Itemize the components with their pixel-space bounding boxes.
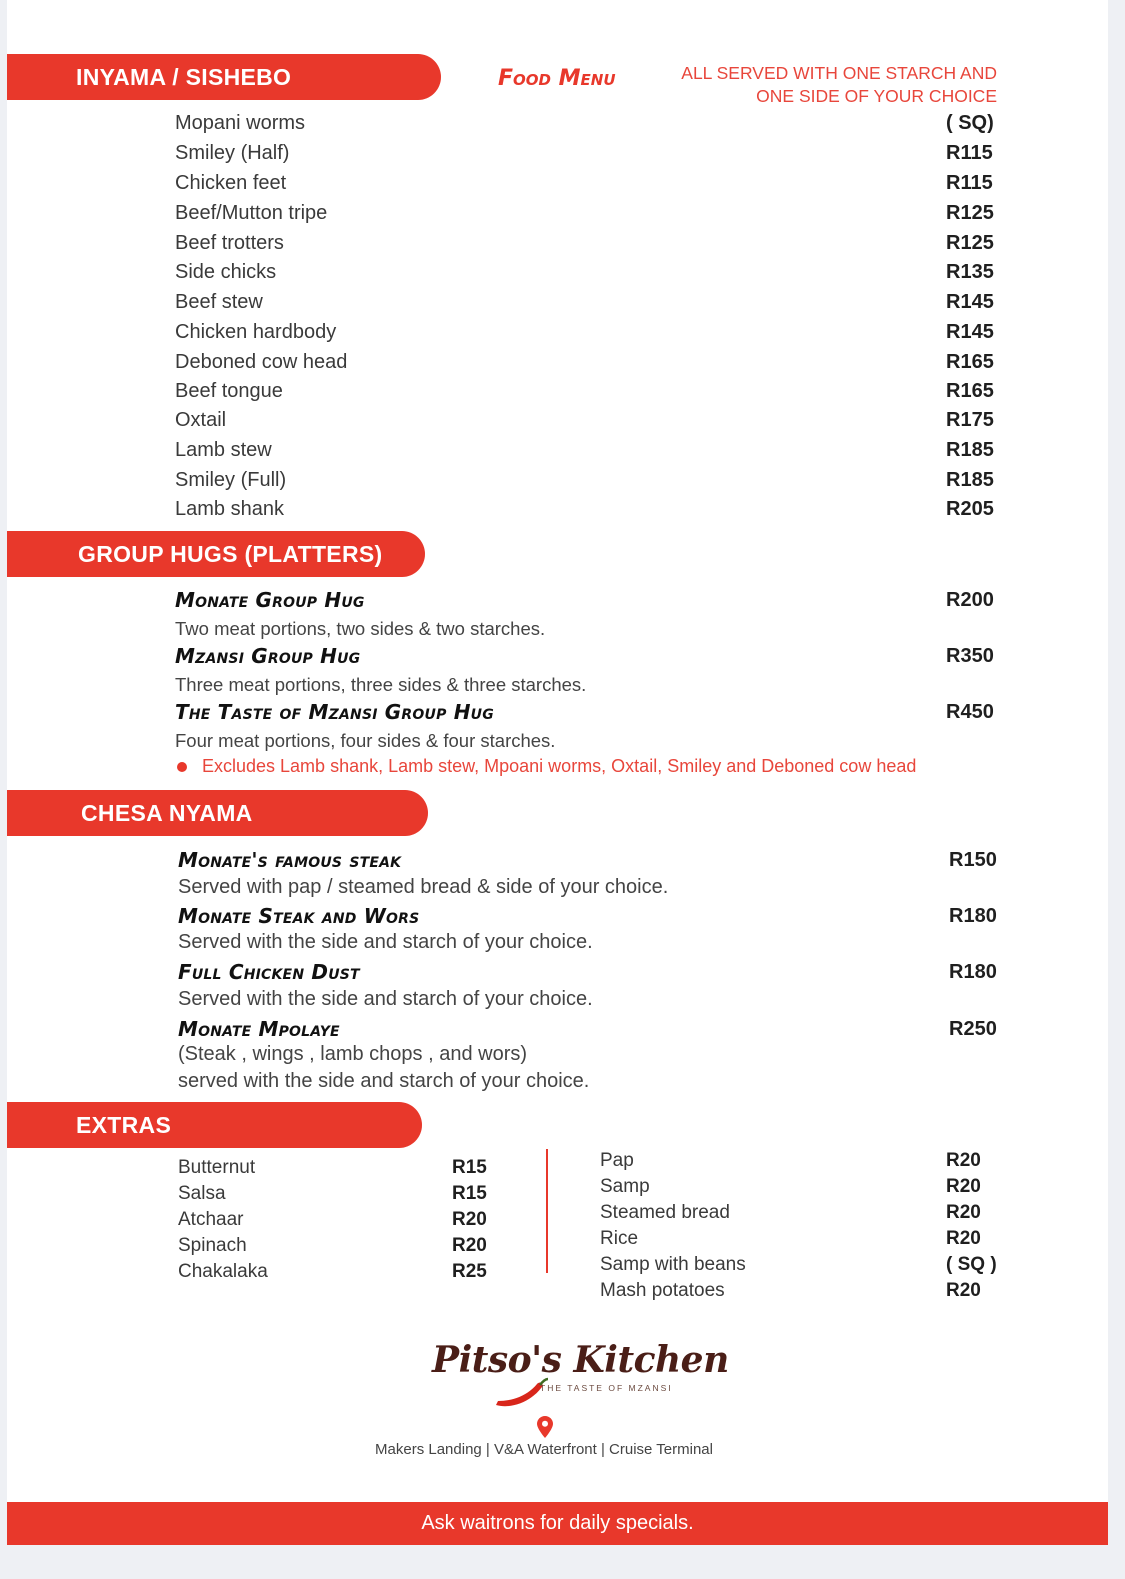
chesa-name: Monate's famous steak: [178, 848, 402, 872]
item-price: R165: [946, 380, 994, 402]
chesa-name: Monate Steak and Wors: [178, 904, 420, 928]
extra-price: R25: [452, 1261, 487, 1282]
extra-price: R20: [452, 1209, 487, 1230]
platter-description: Three meat portions, three sides & three starches.: [175, 674, 587, 695]
brand-logo: [420, 1335, 729, 1415]
item-price: R205: [946, 498, 994, 520]
item-price: R115: [946, 172, 993, 194]
extra-name: Mash potatoes: [600, 1280, 725, 1301]
item-name: Beef trotters: [175, 232, 284, 254]
location-pin-icon: [537, 1416, 553, 1438]
served-note-line-2: ONE SIDE OF YOUR CHOICE: [756, 86, 997, 106]
served-note-line-1: ALL SERVED WITH ONE STARCH AND: [681, 63, 997, 83]
section-title-platters: GROUP HUGS (PLATTERS): [78, 540, 383, 567]
chesa-price: R180: [949, 961, 997, 983]
extra-price: R20: [946, 1280, 981, 1301]
item-price: R135: [946, 261, 994, 283]
chesa-description: Served with pap / steamed bread & side of your choice.: [178, 876, 669, 898]
logo-tagline: THE TASTE OF MZANSI: [540, 1383, 673, 1393]
chesa-price: R250: [949, 1018, 997, 1040]
item-price: R185: [946, 469, 994, 491]
section-title-extras: EXTRAS: [76, 1111, 172, 1138]
footer-bar: [7, 1502, 1108, 1545]
section-title-inyama: INYAMA / SISHEBO: [76, 63, 292, 90]
item-price: ( SQ): [946, 112, 994, 134]
extra-price: R20: [946, 1176, 981, 1197]
bullet-dot: [177, 762, 187, 772]
chesa-description: served with the side and starch of your choice.: [178, 1070, 590, 1092]
section-title-chesa: CHESA NYAMA: [81, 799, 253, 826]
platter-price: R450: [946, 701, 994, 723]
item-name: Lamb shank: [175, 498, 284, 520]
platter-price: R200: [946, 589, 994, 611]
platter-description: Two meat portions, two sides & two starches.: [175, 618, 546, 639]
item-name: Smiley (Full): [175, 469, 287, 491]
served-note: [640, 62, 997, 108]
section-header-inyama: [7, 54, 441, 100]
item-price: R145: [946, 321, 994, 343]
item-name: Lamb stew: [175, 439, 272, 461]
extra-price: ( SQ ): [946, 1254, 997, 1275]
platter-price: R350: [946, 645, 994, 667]
item-name: Smiley (Half): [175, 142, 290, 164]
extra-name: Salsa: [178, 1183, 226, 1204]
chesa-description: (Steak , wings , lamb chops , and wors): [178, 1043, 528, 1065]
item-price: R125: [946, 232, 994, 254]
extra-name: Samp: [600, 1176, 650, 1197]
extra-price: R20: [946, 1150, 981, 1171]
extra-name: Steamed bread: [600, 1202, 730, 1223]
extra-price: R15: [452, 1157, 487, 1178]
chesa-name: Full Chicken Dust: [178, 960, 360, 984]
extra-name: Pap: [600, 1150, 634, 1171]
item-price: R165: [946, 351, 994, 373]
exclusion-note: Excludes Lamb shank, Lamb stew, Mpoani worms, Oxtail, Smiley and Deboned cow head: [202, 756, 917, 776]
platter-description: Four meat portions, four sides & four starches.: [175, 730, 556, 751]
food-menu-title: Food Menu: [498, 66, 616, 91]
item-name: Beef/Mutton tripe: [175, 202, 328, 224]
extra-name: Spinach: [178, 1235, 247, 1256]
item-price: R175: [946, 409, 994, 431]
item-name: Beef tongue: [175, 380, 283, 402]
extra-price: R20: [946, 1228, 981, 1249]
chesa-price: R180: [949, 905, 997, 927]
item-name: Chicken hardbody: [175, 321, 337, 343]
platter-name: Mzansi Group Hug: [175, 644, 361, 668]
chesa-price: R150: [949, 849, 997, 871]
item-price: R115: [946, 142, 993, 164]
item-name: Deboned cow head: [175, 351, 348, 373]
item-name: Chicken feet: [175, 172, 287, 194]
item-price: R145: [946, 291, 994, 313]
item-price: R125: [946, 202, 994, 224]
chili-pepper-icon: [490, 1375, 550, 1411]
section-header-platters: [7, 531, 425, 577]
address: Makers Landing | V&A Waterfront | Cruise Terminal: [375, 1441, 713, 1458]
item-name: Oxtail: [175, 409, 227, 431]
platter-name: Monate Group Hug: [175, 588, 365, 612]
extra-price: R20: [946, 1202, 981, 1223]
extra-name: Butternut: [178, 1157, 256, 1178]
item-name: Mopani worms: [175, 112, 306, 134]
extra-name: Samp with beans: [600, 1254, 746, 1275]
logo-wordmark: Pitso's Kitchen: [432, 1339, 729, 1381]
item-name: Side chicks: [175, 261, 277, 283]
extra-price: R15: [452, 1183, 487, 1204]
chesa-description: Served with the side and starch of your choice.: [178, 988, 593, 1010]
section-header-extras: [7, 1102, 422, 1148]
section-header-chesa: [7, 790, 428, 836]
chesa-description: Served with the side and starch of your choice.: [178, 931, 593, 953]
item-name: Beef stew: [175, 291, 263, 313]
extra-name: Atchaar: [178, 1209, 244, 1230]
extra-name: Chakalaka: [178, 1261, 268, 1282]
extra-name: Rice: [600, 1228, 639, 1249]
chesa-name: Monate Mpolaye: [178, 1017, 340, 1041]
extra-price: R20: [452, 1235, 487, 1256]
footer-text: Ask waitrons for daily specials.: [421, 1512, 694, 1534]
item-price: R185: [946, 439, 994, 461]
extras-divider: [546, 1149, 548, 1273]
platter-name: The Taste of Mzansi Group Hug: [175, 700, 494, 724]
